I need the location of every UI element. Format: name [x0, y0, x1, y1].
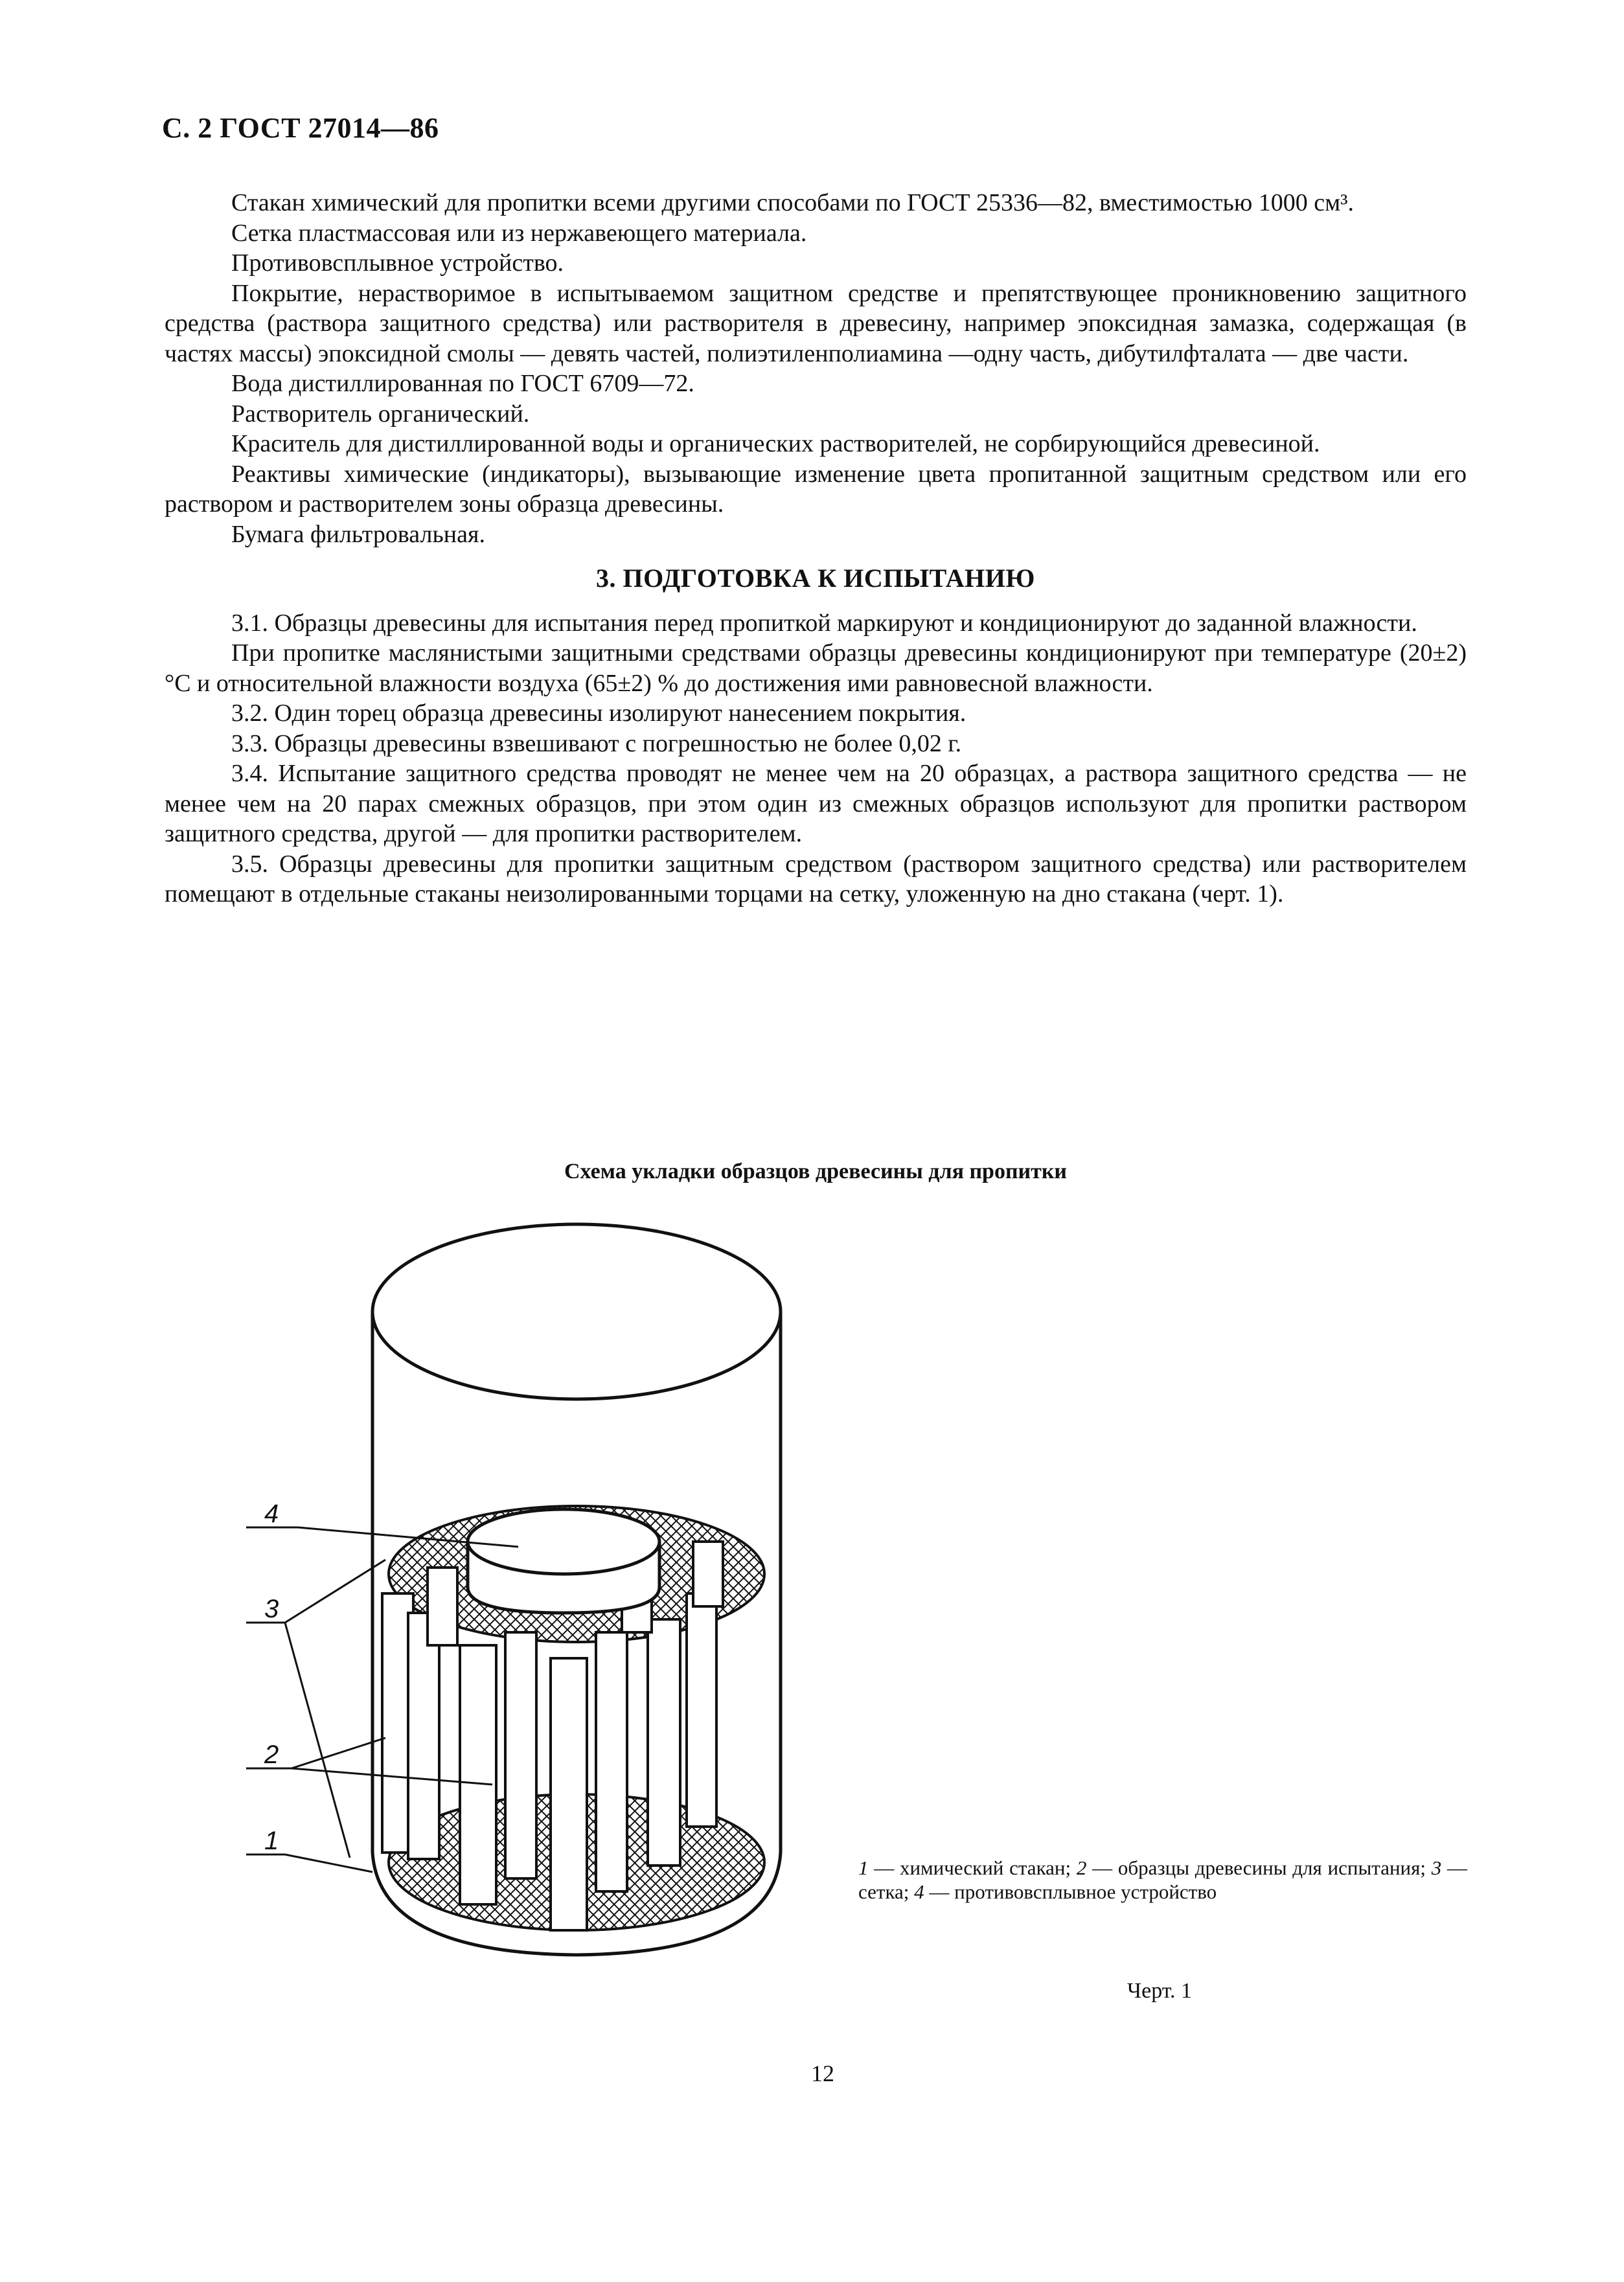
paragraph: 3.1. Образцы древесины для испытания перед пропиткой маркируют и кондиционируют до заданной влажности. — [231, 609, 1417, 637]
paragraph: Сетка пластмассовая или из нержавеющего материала. — [231, 219, 807, 247]
callout-label: 4 — [264, 1500, 279, 1528]
figure-legend — [858, 1856, 1467, 1904]
legend-text: — противовсплывное устройство — [929, 1880, 1217, 1903]
paragraph: 3.3. Образцы древесины взвешивают с погрешностью не более 0,02 г. — [231, 729, 962, 757]
figure-title: Схема укладки образцов древесины для пропитки — [564, 1159, 1068, 1183]
callout-label: 2 — [264, 1740, 279, 1769]
paragraph: Покрытие, нерастворимое в испытываемом защитном средстве и препятствующее проникновению защитного средства (раствора защитного средства) или растворителя в древесину, например эпоксидная замазка, содержащая (в частях массы) эпоксидной смолы — девять частей, полиэтиленполиамина —одну часть, дибутилфталата — две части. — [165, 279, 1467, 367]
section-heading: 3. ПОДГОТОВКА К ИСПЫТАНИЮ — [596, 564, 1035, 593]
paragraph: Растворитель органический. — [231, 400, 530, 428]
body-text — [165, 188, 1467, 909]
paragraph: Стакан химический для пропитки всеми другими способами по ГОСТ 25336—82, вместимостью 1000 см³. — [231, 189, 1355, 216]
paragraph: Противовсплывное устройство. — [231, 249, 564, 277]
paragraph: Краситель для дистиллированной воды и органических растворителей, не сорбирующийся древесиной. — [231, 430, 1320, 457]
callout-label: 3 — [264, 1595, 279, 1623]
figure-caption: Черт. 1 — [1127, 1979, 1193, 2003]
paragraph: При пропитке маслянистыми защитными средствами образцы древесины кондиционируют при температуре (20±2) °С и относительной влажности воздуха (65±2) % до достижения ими равновесной влажности. — [165, 639, 1467, 697]
page-header: С. 2 ГОСТ 27014—86 — [162, 112, 439, 144]
page-number: 12 — [811, 2060, 834, 2086]
paragraph: 3.5. Образцы древесины для пропитки защитным средством (раствором защитного средства) или растворителем помещают в отдельные стаканы неизолированными торцами на сетку, уложенную на дно стакана (черт. 1). — [165, 850, 1467, 907]
legend-text: — химический стакан; — [874, 1856, 1071, 1879]
legend-number: 4 — [914, 1880, 924, 1903]
figure-diagram — [246, 1205, 816, 1969]
paragraph: Вода дистиллированная по ГОСТ 6709—72. — [231, 370, 694, 397]
legend-number: 3 — [1431, 1856, 1442, 1879]
callout-label: 1 — [264, 1827, 279, 1855]
legend-text: — образцы древесины для испытания; — [1092, 1856, 1426, 1879]
paragraph: Реактивы химические (индикаторы), вызывающие изменение цвета пропитанной защитным средством или его раствором и растворителем зоны образца древесины. — [165, 460, 1467, 518]
paragraph: 3.4. Испытание защитного средства проводят не менее чем на 20 образцах, а раствора защитного средства — не менее чем на 20 парах смежных образцов, при этом один из смежных образцов используют для пропитки раствором защитного средства, другой — для пропитки растворителем. — [165, 760, 1467, 847]
legend-text: — сетка; — [858, 1856, 1467, 1903]
paragraph: Бумага фильтровальная. — [231, 520, 485, 548]
anti-float-disc — [468, 1509, 659, 1613]
legend-number: 2 — [1076, 1856, 1087, 1879]
legend-number: 1 — [858, 1856, 869, 1879]
paragraph: 3.2. Один торец образца древесины изолируют нанесением покрытия. — [231, 700, 966, 727]
